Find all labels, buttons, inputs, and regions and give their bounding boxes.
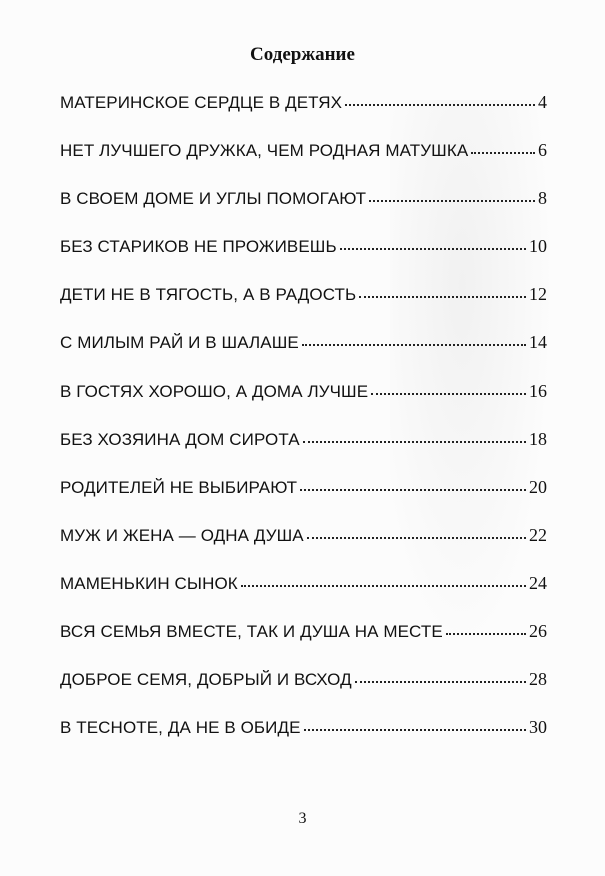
entry-page-number: 20	[529, 476, 547, 497]
entry-page-number: 24	[529, 572, 547, 593]
dot-leader	[471, 152, 535, 154]
toc-entry	[60, 188, 547, 236]
toc-entry	[60, 477, 547, 525]
entry-page-number: 22	[529, 524, 547, 545]
entry-title: ДОБРОЕ СЕМЯ, ДОБРЫЙ И ВСХОД	[60, 670, 352, 690]
entry-page-number: 18	[529, 428, 547, 449]
dot-leader	[369, 200, 535, 202]
toc-entry	[60, 236, 547, 284]
entry-page-number: 4	[538, 92, 547, 112]
entry-title: БЕЗ СТАРИКОВ НЕ ПРОЖИВЕШЬ	[60, 237, 337, 257]
dot-leader	[371, 393, 526, 395]
entry-page-number: 10	[529, 236, 547, 257]
page-title: Содержание	[250, 44, 355, 65]
dot-leader	[340, 248, 526, 250]
entry-title: В ГОСТЯХ ХОРОШО, А ДОМА ЛУЧШЕ	[60, 381, 369, 401]
toc-entry	[60, 284, 547, 332]
entry-title: В ТЕСНОТЕ, ДА НЕ В ОБИДЕ	[60, 718, 301, 738]
toc-entry	[60, 429, 547, 477]
entry-title: ВСЯ СЕМЬЯ ВМЕСТЕ, ТАК И ДУША НА МЕСТЕ	[60, 622, 443, 642]
entry-page-number: 6	[538, 140, 547, 161]
entry-page-number: 16	[529, 380, 547, 401]
entry-title: В СВОЕМ ДОМЕ И УГЛЫ ПОМОГАЮТ	[60, 189, 367, 209]
toc-entry	[60, 140, 547, 188]
toc-entry	[60, 717, 547, 765]
toc-entry	[60, 621, 547, 669]
entry-page-number: 8	[538, 188, 547, 209]
entry-title: МАМЕНЬКИН СЫНОК	[60, 573, 238, 593]
entry-title: РОДИТЕЛЕЙ НЕ ВЫБИРАЮТ	[60, 477, 298, 497]
entry-title: С МИЛЫМ РАЙ И В ШАЛАШЕ	[60, 333, 299, 353]
dot-leader	[355, 681, 526, 683]
entry-page-number: 26	[529, 621, 547, 642]
dot-leader	[359, 296, 526, 298]
dot-leader	[302, 344, 526, 346]
entry-title: НЕТ ЛУЧШЕГО ДРУЖКА, ЧЕМ РОДНАЯ МАТУШКА	[60, 141, 469, 161]
table-of-contents	[60, 92, 547, 765]
entry-title: ДЕТИ НЕ В ТЯГОСТЬ, А В РАДОСТЬ	[60, 285, 357, 305]
toc-entry	[60, 381, 547, 429]
entry-title: МУЖ И ЖЕНА — ОДНА ДУША	[60, 525, 304, 545]
page-number: 3	[298, 810, 307, 827]
toc-entry	[60, 92, 547, 140]
dot-leader	[300, 489, 526, 491]
dot-leader	[303, 441, 526, 443]
entry-page-number: 12	[529, 284, 547, 305]
toc-entry	[60, 332, 547, 380]
entry-page-number: 14	[529, 332, 547, 353]
dot-leader	[304, 729, 526, 731]
dot-leader	[241, 585, 526, 587]
entry-title: БЕЗ ХОЗЯИНА ДОМ СИРОТА	[60, 429, 300, 449]
toc-entry	[60, 525, 547, 573]
entry-page-number: 30	[529, 717, 547, 738]
dot-leader	[446, 633, 526, 635]
dot-leader	[345, 104, 535, 106]
dot-leader	[307, 537, 526, 539]
toc-entry	[60, 669, 547, 717]
entry-page-number: 28	[529, 669, 547, 690]
toc-entry	[60, 573, 547, 621]
entry-title: МАТЕРИНСКОЕ СЕРДЦЕ В ДЕТЯХ	[60, 93, 343, 112]
